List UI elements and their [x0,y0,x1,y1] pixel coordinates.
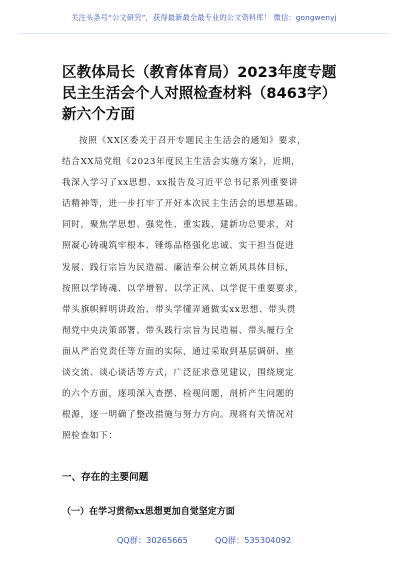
title-line: 新六个方面 [62,107,135,123]
qq-group-2: QQ群：535304092 [215,535,292,545]
footer-contact [0,535,408,546]
body-line: 照检查如下： [62,431,118,442]
body-line: 彻党中央决策部署、带头践行宗旨为民造福、带头履行全 [62,325,295,336]
header-promo-note: 关注头条号“公文研究”，获得最新最全最专业的公文资料库！ 微信：gongwenyj [71,13,337,22]
body-line: 照凝心铸魂筑牢根本、锤炼品格强化忠诚、实干担当促进 [62,241,295,252]
body-line: 面从严治党责任等方面的实际，通过采取到基层调研、座 [62,346,295,357]
body-line: 谈交流、谈心谈话等方式，广泛征求意见建议，围绕规定 [62,368,295,379]
document-title [62,63,362,126]
body-line: 按照《XX区委关于召开专题民主生活会的通知》要求， [79,136,307,146]
intro-paragraph [62,131,363,447]
section-heading: 一、存在的主要问题 [62,472,149,483]
title-line: 民主生活会个人对照检查材料（8463字） [62,86,337,102]
body-line: 带头旗帜鲜明讲政治、带头学懂弄通做实xx思想、带头贯 [62,304,297,315]
body-line: 同时，聚焦学思想、强党性、重实践、建新功总要求，对 [62,220,295,231]
body-line: 按照以学铸魂、以学增智、以学正风、以学促干重要要求， [62,283,304,294]
header-divider [18,33,390,34]
body-line: 话精神等，进一步打牢了开好本次民主生活会的思想基础。 [62,199,304,210]
body-line: 的六个方面，逐项深入查摆、检视问题，剖析产生问题的 [62,389,295,400]
title-line: 区教体局长（教育体育局）2023年度专题 [62,65,337,81]
body-line: 我深入学习了xx思想、xx报告及习近平总书记系列重要讲 [62,178,298,189]
body-line: 结合XX局党组《2023年度民主生活会实施方案》，近期， [62,157,301,168]
body-line: 根源，逐一明确了整改措施与努力方向。现将有关情况对 [62,410,295,421]
subsection-heading: （一）在学习贯彻xx思想更加自觉坚定方面 [62,507,235,517]
body-line: 发展、践行宗旨为民造福、廉洁奉公树立新风具体目标， [62,262,295,273]
qq-group-1: QQ群：30265665 [116,535,188,545]
